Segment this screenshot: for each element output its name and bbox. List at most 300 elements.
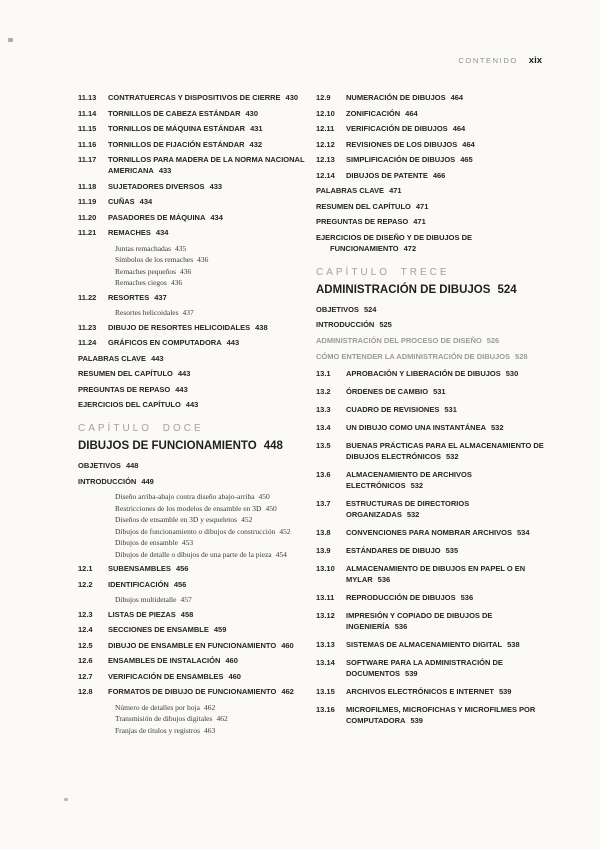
toc-entry [78,686,306,697]
section-number: 12.2 [78,579,93,589]
toc-entry [316,108,544,119]
toc-entry [316,170,544,181]
toc-entry [316,216,544,227]
entry-text [346,368,544,379]
toc-entry [78,139,306,150]
section-number: 13.1 [316,368,331,378]
toc-entry [316,639,544,650]
entry-title: CÓMO ENTENDER LA ADMINISTRACIÓN DE DIBUJOS [316,352,511,361]
entry-title: IDENTIFICACIÓN [108,579,169,589]
entry-text [346,108,544,119]
entry-page-number: 437 [182,308,194,317]
entry-page-number: 432 [249,139,263,149]
subentry-title: Diseños de ensamble en 3D y esqueletos [115,515,238,524]
entry-title: SOFTWARE PARA LA ADMINISTRACIÓN DE DOCUMENTOS [346,657,503,678]
toc-entry [78,322,306,333]
section-number: 12.3 [78,609,93,619]
toc-entry [316,563,544,585]
entry-page-number: 465 [460,155,473,164]
entry-page-number: 433 [158,166,172,175]
entry-page-number: 448 [125,461,139,470]
toc-entry [78,227,306,238]
entry-title: VERIFICACIÓN DE ENSAMBLES [108,671,224,681]
toc-section-heading-gray [316,335,544,346]
entry-title: REPRODUCCIÓN DE DIBUJOS [346,592,456,602]
entry-page-number: 531 [433,386,446,396]
running-header-title: CONTENIDO [458,56,518,65]
entry-text [346,639,544,650]
section-number: 11.23 [78,322,97,332]
section-number: 12.12 [316,139,335,149]
toc-entry [316,139,544,150]
chapter-title-text: ADMINISTRACIÓN DE DIBUJOS [316,283,491,296]
entry-page-number: 530 [505,368,519,378]
scan-speck [8,38,13,42]
toc-entry [78,399,306,410]
entry-page-number: 532 [491,422,504,432]
entry-text [346,139,544,150]
toc-entry [316,368,544,379]
section-number: 13.9 [316,545,331,555]
toc-entry [316,657,544,679]
subentry-title: Dibujos de ensamble [115,538,178,547]
toc-entry [78,123,306,134]
entry-page-number: 453 [181,538,194,547]
entry-page-number: 434 [139,197,153,206]
entry-text [108,337,306,348]
entry-title: SECCIONES DE ENSAMBLE [108,625,209,634]
entry-page-number: 526 [486,335,500,345]
section-number: 13.16 [316,704,335,714]
toc-subentry [78,243,306,255]
entry-title: ENSAMBLES DE INSTALACIÓN [108,656,221,665]
entry-text [108,212,306,223]
toc-entry [78,92,306,103]
entry-page-number: 471 [415,201,429,211]
entry-page-number: 524 [497,283,517,296]
entry-title: NUMERACIÓN DE DIBUJOS [346,93,446,102]
section-number: 11.16 [78,139,97,149]
entry-text [346,527,544,538]
section-number: 12.5 [78,640,93,650]
subentry-title: Número de detalles por hoja [115,702,200,712]
entry-page-number: 539 [405,668,418,678]
toc-entry [78,353,306,364]
toc-subentry [78,713,306,725]
section-number: 13.7 [316,498,331,508]
section-number: 11.17 [78,155,97,164]
toc-entry [316,404,544,415]
toc-subentry [78,526,306,538]
subentry-title: Símbolos de los remaches [115,255,194,264]
entry-page-number: 528 [515,352,528,361]
entry-page-number: 464 [452,124,466,133]
toc-subentry [78,254,306,266]
entry-page-number: 435 [175,243,187,253]
entry-title: DIBUJO DE ENSAMBLE EN FUNCIONAMIENTO [108,640,277,650]
entry-title: RESUMEN DEL CAPÍTULO [316,201,411,211]
entry-title: ALMACENAMIENTO DE ARCHIVOS ELECTRÓNICOS [346,469,472,490]
section-number: 13.4 [316,422,331,432]
toc-subentry [78,491,306,503]
section-number: 12.7 [78,671,93,681]
toc-entry [78,476,306,487]
entry-title: EJERCICIOS DEL CAPÍTULO [78,400,181,409]
entry-title: TORNILLOS DE FIJACIÓN ESTÁNDAR [108,139,245,149]
entry-title: GRÁFICOS EN COMPUTADORA [108,338,222,347]
entry-page-number: 536 [394,621,408,631]
entry-text [346,657,544,679]
entry-title: VERIFICACIÓN DE DIBUJOS [346,124,448,133]
entry-page-number: 531 [444,404,457,414]
entry-text [108,181,306,192]
entry-page-number: 539 [498,686,512,696]
toc-entry [316,527,544,538]
entry-text [346,592,544,603]
subentry-title: Transmisión de dibujos digitales [115,714,213,723]
section-number: 13.5 [316,440,331,450]
entry-title: INTRODUCCIÓN [78,476,137,486]
entry-page-number: 464 [405,108,418,118]
entry-title: PALABRAS CLAVE [316,186,385,195]
entry-title: IMPRESIÓN Y COPIADO DE DIBUJOS DE INGENIERÍA [346,610,493,631]
chapter-label-text: CAPÍTULO TRECE [316,266,450,278]
toc-subentry [78,725,306,737]
toc-entry [78,212,306,223]
entry-page-number: 436 [170,278,183,287]
toc-entry [78,460,306,471]
entry-text [346,469,544,491]
section-number: 13.8 [316,527,331,537]
entry-text [108,123,306,134]
entry-text [108,655,306,666]
toc-entry [78,671,306,682]
entry-title: SUJETADORES DIVERSOS [108,181,205,191]
toc-entry [316,232,544,254]
entry-page-number: 443 [177,369,191,378]
entry-title: CONTRATUERCAS Y DISPOSITIVOS DE CIERRE [108,93,281,102]
subentry-title: Resortes helicoidales [115,308,179,317]
entry-text [346,610,544,632]
entry-page-number: 457 [180,595,192,604]
toc-entry [316,545,544,556]
toc-entry [78,292,306,303]
entry-text [108,322,306,333]
subentry-title: Franjas de títulos y registros [115,725,200,735]
entry-page-number: 460 [281,640,294,650]
subentry-title: Dibujos de funcionamiento o dibujos de construcción [115,526,276,536]
entry-page-number: 456 [173,579,187,589]
entry-page-number: 448 [263,440,283,452]
entry-title: ALMACENAMIENTO DE DIBUJOS EN PAPEL O EN MYLAR [346,563,526,584]
entry-page-number: 471 [413,217,426,226]
entry-page-number: 460 [228,671,241,681]
entry-page-number: 431 [250,124,263,133]
entry-text [346,440,544,462]
toc-entry [78,384,306,395]
toc-column-right [316,92,544,736]
entry-page-number: 443 [185,400,199,409]
section-number: 11.18 [78,181,97,191]
entry-page-number: 450 [265,503,277,513]
toc-entry [78,181,306,192]
toc-subentry [78,702,306,714]
entry-page-number: 449 [141,476,154,486]
toc-columns [78,92,544,736]
entry-title: CONVENCIONES PARA NOMBRAR ARCHIVOS [346,527,512,537]
subentry-title: Restricciones de los modelos de ensamble en 3D [115,503,262,513]
entry-title: PREGUNTAS DE REPASO [78,384,171,394]
entry-page-number: 462 [216,714,228,723]
section-number: 11.20 [78,212,97,222]
entry-page-number: 459 [213,625,227,634]
page-number: xix [528,55,542,66]
entry-page-number: 462 [203,702,216,712]
toc-subentry [78,594,306,606]
toc-entry [316,686,544,697]
toc-entry [316,498,544,520]
section-number: 12.13 [316,155,335,164]
entry-page-number: 452 [279,526,291,536]
toc-subentry [78,307,306,319]
entry-title: ADMINISTRACIÓN DEL PROCESO DE DISEÑO [316,335,482,345]
entry-text [108,563,306,574]
entry-title: UN DIBUJO COMO UNA INSTANTÁNEA [346,422,486,432]
entry-title: OBJETIVOS [78,461,121,470]
entry-title: CUÑAS [108,197,135,206]
entry-text [346,170,544,181]
entry-page-number: 460 [225,656,238,665]
section-number: 11.15 [78,124,97,133]
toc-entry [78,154,306,176]
toc-entry [78,108,306,119]
toc-entry [78,579,306,590]
entry-page-number: 443 [226,338,240,347]
entry-title: RESUMEN DEL CAPÍTULO [78,369,173,378]
entry-text [108,579,306,590]
toc-entry [316,469,544,491]
entry-page-number: 443 [175,384,188,394]
toc-entry [78,609,306,620]
chapter-label [316,267,544,278]
entry-text [346,92,544,103]
running-header [458,55,542,66]
entry-page-number: 525 [379,320,392,329]
section-number: 12.4 [78,625,93,634]
subentry-title: Remaches pequeños [115,266,177,276]
chapter-label [78,423,306,434]
entry-title: TORNILLOS PARA MADERA DE LA NORMA NACIONAL AMERICANA [108,155,305,175]
entry-title: PALABRAS CLAVE [78,353,147,363]
entry-page-number: 436 [197,255,209,264]
entry-title: ARCHIVOS ELECTRÓNICOS E INTERNET [346,686,494,696]
section-number: 13.3 [316,404,331,414]
section-number: 12.9 [316,93,331,102]
toc-entry [316,123,544,134]
section-number: 11.13 [78,93,97,102]
scan-speck [64,798,68,801]
entry-text [346,123,544,134]
entry-text [346,545,544,556]
entry-page-number: 534 [516,527,530,537]
entry-text [108,92,306,103]
entry-page-number: 463 [204,725,216,735]
entry-title: LISTAS DE PIEZAS [108,609,176,619]
section-number: 11.19 [78,197,97,206]
entry-text [108,108,306,119]
toc-subentry [78,549,306,561]
entry-page-number: 464 [462,139,475,149]
entry-page-number: 536 [460,592,474,602]
entry-page-number: 434 [155,228,169,237]
entry-title: PREGUNTAS DE REPASO [316,217,409,226]
entry-page-number: 539 [410,715,423,725]
entry-page-number: 436 [180,266,192,276]
entry-page-number: 466 [432,170,446,180]
entry-title: SISTEMAS DE ALMACENAMIENTO DIGITAL [346,639,503,649]
entry-text [346,498,544,520]
entry-page-number: 538 [507,639,520,649]
subentry-title: Remaches ciegos [115,278,167,287]
section-number: 11.24 [78,338,97,347]
entry-page-number: 438 [255,322,268,332]
toc-entry [78,624,306,635]
entry-page-number: 532 [410,480,424,490]
entry-title: APROBACIÓN Y LIBERACIÓN DE DIBUJOS [346,368,501,378]
toc-entry [316,610,544,632]
entry-page-number: 452 [241,515,253,524]
toc-entry [316,92,544,103]
toc-entry [316,704,544,726]
toc-entry [78,563,306,574]
section-number: 12.8 [78,687,93,696]
entry-title: RESORTES [108,292,150,302]
entry-page-number: 433 [209,181,223,191]
entry-text [108,671,306,682]
entry-text [108,292,306,303]
subentry-title: Juntas remachadas [115,243,172,253]
toc-subentry [78,277,306,289]
entry-text [108,686,306,697]
section-number: 11.14 [78,108,97,118]
toc-entry [78,368,306,379]
toc-entry [316,422,544,433]
entry-title: ESTRUCTURAS DE DIRECTORIOS ORGANIZADAS [346,498,470,519]
entry-page-number: 458 [180,609,194,619]
entry-page-number: 532 [446,451,459,461]
toc-entry [316,201,544,212]
entry-title: INTRODUCCIÓN [316,320,375,329]
subentry-title: Diseño arriba-abajo contra diseño abajo-arriba [115,492,255,501]
entry-page-number: 535 [445,545,459,555]
toc-entry [316,386,544,397]
entry-page-number: 464 [450,93,464,102]
entry-title: REMACHES [108,228,151,237]
entry-title: FORMATOS DE DIBUJO DE FUNCIONAMIENTO [108,687,277,696]
section-number: 12.11 [316,124,335,133]
toc-entry [316,154,544,165]
toc-subentry [78,514,306,526]
chapter-title-text: DIBUJOS DE FUNCIONAMIENTO [78,440,257,452]
entry-text [108,196,306,207]
section-number: 11.22 [78,292,97,302]
section-number: 13.15 [316,686,335,696]
section-number: 13.11 [316,592,335,602]
entry-text [108,609,306,620]
entry-title: TORNILLOS DE CABEZA ESTÁNDAR [108,108,241,118]
entry-title: MICROFILMES, MICROFICHAS Y MICROFILMES POR COMPUTADORA [346,704,536,725]
entry-title: PASADORES DE MÁQUINA [108,212,206,222]
entry-title: DIBUJOS DE PATENTE [346,170,428,180]
entry-text [346,422,544,433]
entry-title: TORNILLOS DE MÁQUINA ESTÁNDAR [108,124,246,133]
entry-text [346,686,544,697]
entry-page-number: 434 [210,212,223,222]
entry-page-number: 430 [245,108,259,118]
chapter-label-text: CAPÍTULO DOCE [78,423,204,434]
section-number: 13.2 [316,386,331,396]
entry-page-number: 524 [363,304,377,314]
entry-title: EJERCICIOS DE DISEÑO Y DE DIBUJOS DE FUNCIONAMIENTO [316,232,473,253]
entry-page-number: 454 [275,549,287,559]
subentry-title: Dibujos de detalle o dibujos de una parte de la pieza [115,549,272,559]
entry-title: ZONIFICACIÓN [346,108,401,118]
section-number: 13.14 [316,657,335,667]
toc-entry [78,640,306,651]
entry-title: DIBUJO DE RESORTES HELICOIDALES [108,322,251,332]
entry-text [346,154,544,165]
entry-title: BUENAS PRÁCTICAS PARA EL ALMACENAMIENTO DE DIBUJOS ELECTRÓNICOS [346,440,544,461]
section-number: 13.6 [316,469,331,479]
toc-section-heading-gray [316,351,544,362]
toc-entry [78,196,306,207]
toc-entry [78,655,306,666]
toc-entry [316,319,544,330]
entry-page-number: 443 [151,353,164,363]
entry-page-number: 471 [389,186,402,195]
toc-entry [316,592,544,603]
entry-text [346,704,544,726]
chapter-title [78,439,306,453]
toc-column-left [78,92,306,736]
entry-text [346,386,544,397]
section-number: 13.13 [316,639,335,649]
entry-page-number: 536 [377,574,391,584]
subentry-title: Dibujos multidetalle [115,595,177,604]
entry-page-number: 437 [154,292,167,302]
section-number: 13.12 [316,610,335,620]
toc-subentry [78,503,306,515]
entry-text [108,227,306,238]
toc-subentry [78,537,306,549]
entry-text [346,563,544,585]
entry-text [346,404,544,415]
entry-text [108,154,306,176]
entry-page-number: 532 [406,509,420,519]
entry-page-number: 472 [403,243,417,253]
section-number: 12.6 [78,656,93,665]
section-number: 11.21 [78,228,97,237]
section-number: 12.14 [316,170,335,180]
chapter-title [316,283,544,297]
entry-title: CUADRO DE REVISIONES [346,404,440,414]
toc-entry [316,304,544,315]
entry-page-number: 462 [281,687,294,696]
entry-page-number: 456 [175,564,189,573]
section-number: 12.1 [78,564,93,573]
toc-entry [316,185,544,196]
entry-title: ESTÁNDARES DE DIBUJO [346,545,441,555]
